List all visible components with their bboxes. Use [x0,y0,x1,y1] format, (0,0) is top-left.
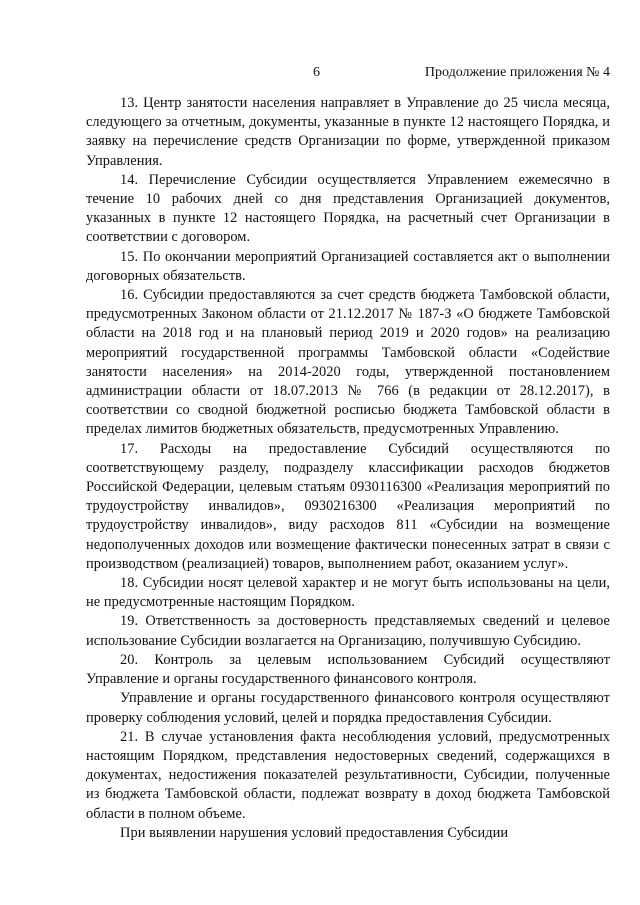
paragraph-20-continuation: Управление и органы государственного финансового контроля осуществляют проверку соблюдения условий, целей и порядка предоставления Субсидии. [86,690,610,726]
paragraph-18: 18. Субсидии носят целевой характер и не могут быть использованы на цели, не предусмотренные настоящим Порядком. [86,575,610,611]
paragraph-16: 16. Субсидии предоставляются за счет средств бюджета Тамбовской области, предусмотренных Законом области от 21.12.2017 № 187-З «О бюджете Тамбовской области на 2018 год и на плановый период 2019 и 2020 годов» на реализацию мероприятий государственной программы Тамбовской области «Содействие занятости населения» на 2014-2020 годы, утвержденной постановлением администрации области от 18.07.2013 № 766 (в редакции от 28.12.2017), в соответствии со сводной бюджетной росписью бюджета Тамбовской области в пределах лимитов бюджетных обязательств, предусмотренных Управлению. [86,287,610,438]
paragraph-21: 21. В случае установления факта несоблюдения условий, предусмотренных настоящим Порядком, представления недостоверных сведений, содержащихся в документах, недостижения показателей результативности, Субсидии, полученные из бюджета Тамбовской области, подлежат возврату в доход бюджета Тамбовской области в полном объеме. [86,728,610,822]
appendix-continuation-label: Продолжение приложения № 4 [424,65,610,80]
paragraph-14: 14. Перечисление Субсидии осуществляется Управлением ежемесячно в течение 10 рабочих дней со дня представления Организацией документов, указанных в пункте 12 настоящего Порядка, на расчетный счет Организации в соответствии с договором. [86,171,610,246]
paragraph-19: 19. Ответственность за достоверность представляемых сведений и целевое использование Субсидии возлагается на Организацию, получившую Субсидию. [86,613,610,649]
paragraph-17: 17. Расходы на предоставление Субсидий осуществляются по соответствующему разделу, подразделу классификации расходов бюджетов Российской Федерации, целевым статьям 0930116300 «Реализация мероприятий по трудоустройству инвалидов», 0930216300 «Реализация мероприятий по трудоустройству инвалидов», виду расходов 811 «Субсидии на возмещение недополученных доходов или возмещение фактически понесенных затрат в связи с производством (реализацией) товаров, выполнением работ, оказанием услуг». [86,440,610,572]
paragraph-21-continuation: При выявлении нарушения условий предоставления Субсидии [120,824,509,841]
paragraph-13: 13. Центр занятости населения направляет в Управление до 25 числа месяца, следующего за отчетным, документы, указанные в пункте 12 настоящего Порядка, и заявку на перечисление средств Организации по форме, утвержденной приказом Управления. [86,95,610,169]
paragraph-20: 20. Контроль за целевым использованием Субсидий осуществляют Управление и органы государственного финансового контроля. [86,651,610,688]
paragraph-15: 15. По окончании мероприятий Организацией составляется акт о выполнении договорных обязательств. [86,248,610,284]
document-body [86,94,610,843]
page-number: 6 [313,65,320,80]
